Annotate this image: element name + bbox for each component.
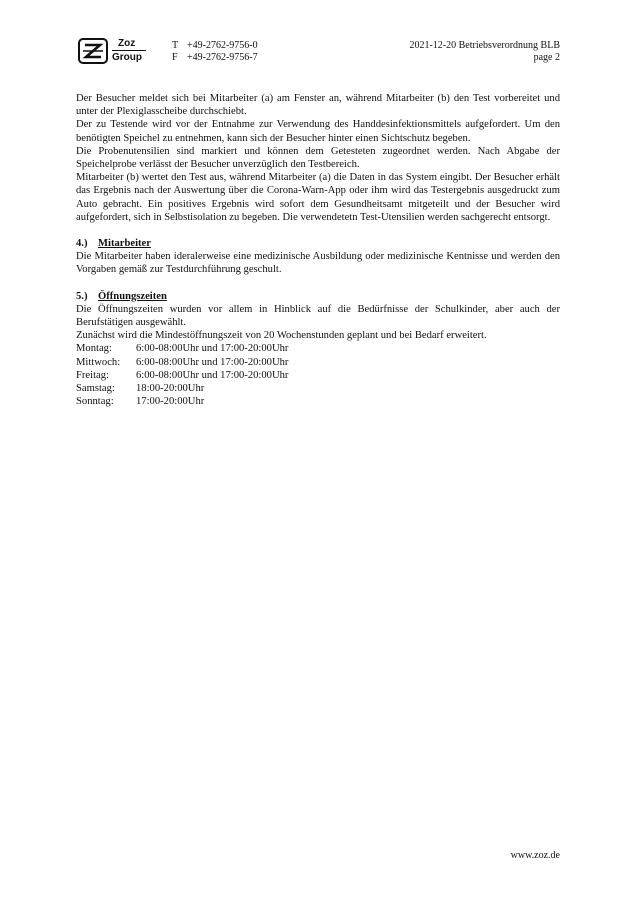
paragraph-evaluation: Mitarbeiter (b) wertet den Test aus, während Mitarbeiter (a) die Daten in das System eingibt. Der Besucher erhält das Ergebnis nach der Auswertung über die Corona-Warn-App oder ihm wird das Testergebnis ausgedruckt zum Auto gebracht. Ein positives Ergebnis wird sofort dem Gesundheitsamt mitgeteilt und der Besucher wird aufgefordert, sich in Selbstisolation zu begeben. Die verwendetetn Test-Utensilien werden sachgerecht entsorgt. [76, 172, 560, 223]
day-cell: Montag: [76, 343, 112, 355]
phone-row [172, 40, 258, 52]
section-number: 4.) [76, 238, 88, 250]
time-cell: 6:00-08:00Uhr und 17:00-20:00Uhr [136, 343, 289, 355]
section-heading-staff [76, 237, 560, 250]
fax-label: F [172, 52, 178, 63]
fax-row [172, 52, 258, 64]
table-row [76, 369, 288, 382]
phone-number: +49-2762-9756-0 [187, 40, 258, 51]
contact-block [172, 40, 258, 64]
day-cell: Freitag: [76, 369, 109, 381]
zoz-group-logo [78, 38, 146, 64]
paragraph-staff: Die Mitarbeiter haben ideralerweise eine medizinische Ausbildung oder medizinische Kentnisse und werden den Vorgaben gemäß zur Testdurchführung geschult. [76, 251, 560, 276]
table-row [76, 356, 288, 369]
section-heading-opening-hours [76, 290, 560, 303]
logo-line-1: Zoz [118, 38, 136, 49]
paragraph-sampling: Der zu Testende wird vor der Entnahme zur Verwendung des Handdesinfektionsmittels aufgefordert. Um den benötigten Speichel zu entnehmen, kann sich der Besucher hinter einen Sichtschutz begeben. [76, 119, 560, 144]
table-row [76, 342, 288, 355]
section-number: 5.) [76, 290, 88, 302]
opening-hours-table [76, 342, 288, 408]
paragraph-opening-rationale: Die Öffnungszeiten wurden vor allem in Hinblick auf die Bedürfnisse der Schulkinder, aber auch der Berufstätigen ausgewählt. [76, 303, 560, 329]
time-cell: 6:00-08:00Uhr und 17:00-20:00Uhr [136, 356, 289, 368]
paragraph-utensils: Die Probenutensilien sind markiert und können dem Getesteten zugeordnet werden. Nach Abgabe der Speichelprobe verlässt der Besucher unverzüglich den Testbereich. [76, 145, 560, 171]
paragraph-registration: Der Besucher meldet sich bei Mitarbeiter (a) am Fenster an, während Mitarbeiter (b) den Test vorbereitet und unter der Plexiglasscheibe durchschiebt. [76, 93, 560, 118]
table-row [76, 395, 288, 408]
paragraph-minimum-hours: Zunächst wird die Mindestöffnungszeit von 20 Wochenstunden geplant und bei Bedarf erweitert. [76, 330, 487, 342]
fax-number: +49-2762-9756-7 [187, 52, 258, 63]
logo-line-2: Group [112, 50, 146, 64]
day-cell: Sonntag: [76, 396, 114, 408]
phone-label: T [172, 40, 179, 51]
zoz-logo-icon [78, 38, 108, 64]
section-title: Mitarbeiter [98, 238, 151, 250]
document-title: 2021-12-20 Betriebsverordnung BLB [409, 40, 560, 51]
section-title: Öffnungszeiten [98, 290, 167, 302]
logo-wordmark [112, 38, 146, 64]
time-cell: 18:00-20:00Uhr [136, 383, 205, 395]
footer-website: www.zoz.de [510, 850, 560, 861]
document-meta [409, 40, 560, 64]
time-cell: 17:00-20:00Uhr [136, 396, 205, 408]
document-body [76, 92, 560, 408]
page-number: page 2 [533, 52, 560, 63]
day-cell: Mittwoch: [76, 356, 121, 368]
day-cell: Samstag: [76, 383, 115, 395]
table-row [76, 382, 288, 395]
time-cell: 6:00-08:00Uhr und 17:00-20:00Uhr [136, 369, 289, 381]
